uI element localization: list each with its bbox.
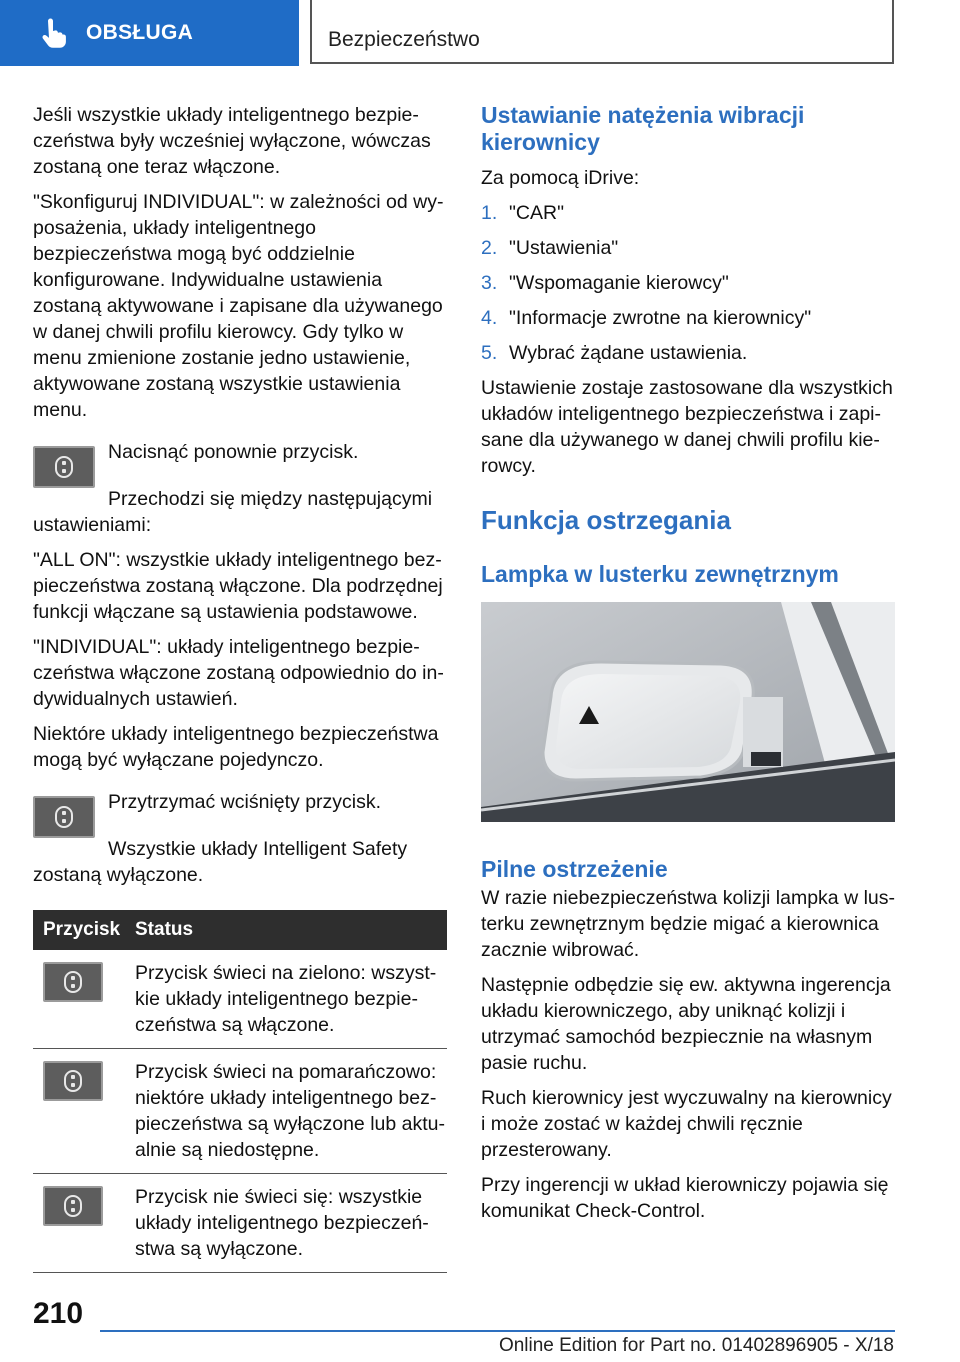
paragraph: W razie niebezpieczeństwa kolizji lampka w lusterku zewnętrznym będzie migać a kierownica zacznie wibrować.	[481, 887, 895, 961]
paragraph: Przechodzi się między następującymi ustawieniami:	[33, 488, 433, 536]
intelligent-safety-button-icon	[43, 1061, 103, 1101]
hand-pointer-icon	[36, 17, 68, 49]
table-cell-status: Przycisk świeci na zielono: wszystkie układy inteligentnego bezpieczeństwa są włączone.	[133, 950, 447, 1049]
paragraph: Wszystkie układy Intelligent Safety zostaną wyłączone.	[33, 838, 408, 886]
header-tab[interactable]	[0, 0, 299, 66]
table-row	[33, 950, 447, 1049]
paragraph: Ustawienie zostaje zastosowane dla wszystkich układów inteligentnego bezpieczeństwa i zapisane dla używanego w danej chwili profilu kierowcy.	[481, 377, 893, 477]
paragraph: Za pomocą iDrive:	[481, 167, 640, 189]
list-item: 5. Wybrać żądane ustawienia.	[481, 342, 748, 364]
heading-vibration: Ustawianie natężenia wibracji kierownicy	[481, 102, 805, 155]
paragraph: Ruch kierownicy jest wyczuwalny na kierownicy i może zostać w każdej chwili ręcznie przesterowany.	[481, 1087, 892, 1161]
table-cell-icon	[33, 950, 133, 1049]
column-header-status: Status	[133, 910, 447, 950]
intelligent-safety-button-icon	[43, 1186, 103, 1226]
paragraph: "ALL ON": wszystkie układy inteligentnego bezpieczeństwa zostaną włączone. Dla podrzędnej funkcji włączane są ustawienia podstawowe.	[33, 549, 443, 623]
list-item: 2. "Ustawienia"	[481, 237, 619, 259]
left-column	[33, 102, 447, 1273]
paragraph: Niektóre układy inteligentnego bezpieczeństwa mogą być wyłączane pojedynczo.	[33, 723, 439, 771]
column-header-button: Przycisk	[33, 910, 133, 950]
hold-pressed-instruction	[33, 789, 447, 838]
paragraph: "Skonfiguruj INDIVIDUAL": w zależności od wyposażenia, układy inteligentnego bezpieczeństwa mogą być oddzielnie konfigurowane. Indywidualne ustawienia zostaną aktywowane i zapisane dla używanego w danej chwili profilu kierowcy. Gdy tylko w menu zmienione zostanie jedno ustawienie, aktywowane zostaną wszystkie ustawienia menu.	[33, 191, 444, 421]
footer-divider	[100, 1330, 895, 1332]
paragraph: Przy ingerencji w układ kierowniczy pojawia się komunikat Check-Control.	[481, 1174, 889, 1222]
list-item: 1. "CAR"	[481, 202, 565, 224]
table-cell-status: Przycisk świeci na pomarańczowo: niektóre układy inteligentnego bezpieczeństwa są wyłączone lub aktualnie są niedostępne.	[133, 1049, 447, 1174]
table-header-row	[33, 910, 447, 950]
intelligent-safety-button-icon	[33, 796, 95, 838]
table-row	[33, 1174, 447, 1273]
button-status-table	[33, 910, 447, 1273]
section-title: Bezpieczeństwo	[328, 28, 480, 51]
paragraph: Następnie odbędzie się ew. aktywna ingerencja układu kierowniczego, aby uniknąć kolizji i utrzymać samochód bezpiecznie na własnym pasie ruchu.	[481, 974, 891, 1074]
table-row	[33, 1049, 447, 1174]
footer-edition: Online Edition for Part no. 01402896905 - X/18	[498, 1335, 894, 1356]
intelligent-safety-button-icon	[33, 446, 95, 488]
list-item: 4. "Informacje zwrotne na kierownicy"	[481, 307, 812, 329]
tab-label: OBSŁUGA	[86, 21, 194, 44]
list-item: 3. "Wspomaganie kierowcy"	[481, 272, 729, 294]
table-cell-icon	[33, 1049, 133, 1174]
press-again-instruction	[33, 439, 447, 488]
paragraph: "INDIVIDUAL": układy inteligentnego bezpieczeństwa włączone zostaną odpowiednio do indywidualnych ustawień.	[33, 636, 444, 710]
instruction-text: Nacisnąć ponownie przycisk.	[108, 441, 359, 463]
instruction-text: Przytrzymać wciśnięty przycisk.	[108, 791, 382, 813]
side-mirror-warning-image	[481, 602, 895, 822]
intelligent-safety-button-icon	[43, 962, 103, 1002]
idrive-steps-list	[481, 200, 895, 366]
paragraph: Jeśli wszystkie układy inteligentnego bezpieczeństwa były wcześniej wyłączone, wówczas zostaną one teraz włączone.	[33, 104, 431, 178]
page-number: 210	[33, 1297, 84, 1330]
heading-urgent-warning: Pilne ostrzeżenie	[481, 856, 668, 882]
section-header	[310, 0, 894, 64]
right-column	[481, 102, 895, 1233]
table-cell-status: Przycisk nie świeci się: wszystkie układy inteligentnego bezpieczeństwa są wyłączone.	[133, 1174, 447, 1273]
heading-warning-function: Funkcja ostrzegania	[481, 505, 731, 535]
table-cell-icon	[33, 1174, 133, 1273]
heading-mirror-lamp: Lampka w lusterku zewnętrznym	[481, 561, 839, 587]
